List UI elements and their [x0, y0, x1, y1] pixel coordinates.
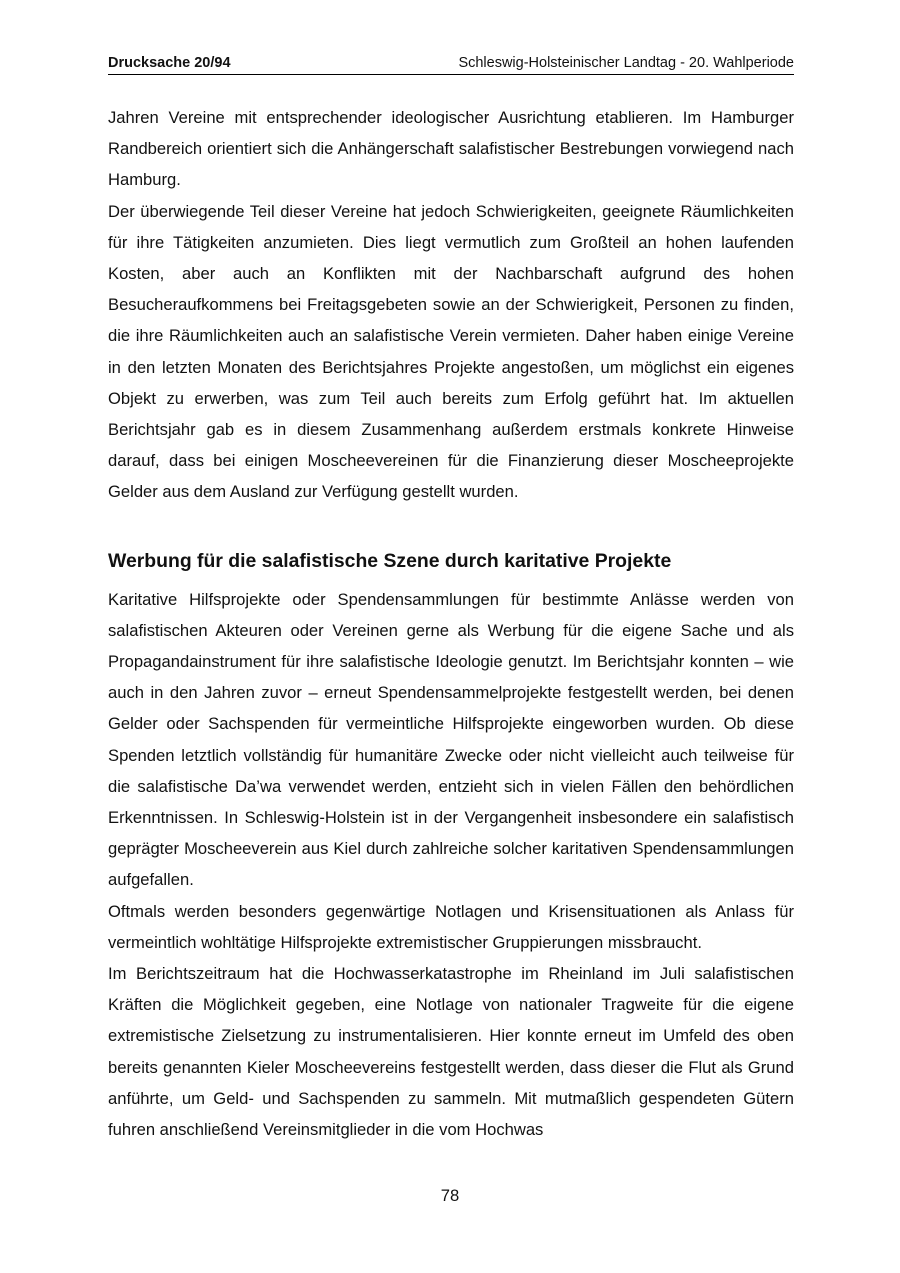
parliament-title: Schleswig-Holsteinischer Landtag - 20. Wahlperiode [458, 55, 794, 71]
body-paragraph: Oftmals werden besonders gegenwärtige Notlagen und Krisensituationen als Anlass für vermeintlich wohltätige Hilfsprojekte extremistischer Gruppierungen missbraucht. [108, 901, 794, 952]
document-body [108, 102, 794, 1145]
body-paragraph: Der überwiegende Teil dieser Vereine hat jedoch Schwierigkeiten, geeignete Räumlichkeiten für ihre Tätigkeiten anzumieten. Dies liegt vermutlich zum Großteil an hohen laufenden Kosten, aber auch an Konflikten mit der Nachbarschaft aufgrund des hohen Besucheraufkommens bei Freitagsgebeten sowie an der Schwierigkeit, Personen zu finden, die ihre Räumlichkeiten auch an salafistische Verein vermieten. Daher haben einige Vereine in den letzten Monaten des Berichtsjahres Projekte angestoßen, um möglichst ein eigenes Objekt zu erwerben, was zum Teil auch bereits zum Erfolg geführt hat. Im aktuellen Berichtsjahr gab es in diesem Zusammenhang außerdem erstmals konkrete Hinweise darauf, dass bei einigen Moscheevereinen für die Finanzierung dieser Moscheeprojekte Gelder aus dem Ausland zur Verfügung gestellt wurden. [108, 201, 794, 502]
body-paragraph: Im Berichtszeitraum hat die Hochwasserkatastrophe im Rheinland im Juli salafistischen Kräften die Möglichkeit gegeben, eine Notlage von nationaler Tragweite für die eigene extremistische Zielsetzung zu instrumentalisieren. Hier konnte erneut im Umfeld des oben bereits genannten Kieler Moscheevereins festgestellt werden, dass dieser die Flut als Grund anführte, um Geld- und Sachspenden zu sammeln. Mit mutmaßlich gespendeten Gütern fuhren anschließend Vereinsmitglieder in die vom Hochwas [108, 964, 794, 1140]
page-header [108, 54, 794, 75]
document-number: Drucksache 20/94 [108, 55, 231, 71]
page-number: 78 [440, 1186, 460, 1205]
section-heading: Werbung für die salafistische Szene durch karitative Projekte [108, 549, 672, 572]
body-paragraph: Karitative Hilfsprojekte oder Spendensammlungen für bestimmte Anlässe werden von salafistischen Akteuren oder Vereinen gerne als Werbung für die eigene Sache und als Propagandainstrument für ihre salafistische Ideologie genutzt. Im Berichtsjahr konnten – wie auch in den Jahren zuvor – erneut Spendensammelprojekte festgestellt werden, bei denen Gelder oder Sachspenden für vermeintliche Hilfsprojekte eingeworben wurden. Ob diese Spenden letztlich vollständig für humanitäre Zwecke oder nicht vielleicht auch teilweise für die salafistische Da’wa verwendet werden, entzieht sich in vielen Fällen den behördlichen Erkenntnissen. In Schleswig-Holstein ist in der Vergangenheit insbesondere ein salafistisch geprägter Moscheeverein aus Kiel durch zahlreiche solcher karitativen Spendensammlungen aufgefallen. [108, 589, 794, 890]
body-paragraph: Jahren Vereine mit entsprechender ideologischer Ausrichtung etablieren. Im Hamburger Randbereich orientiert sich die Anhängerschaft salafistischer Bestrebungen vorwiegend nach Hamburg. [108, 108, 794, 190]
